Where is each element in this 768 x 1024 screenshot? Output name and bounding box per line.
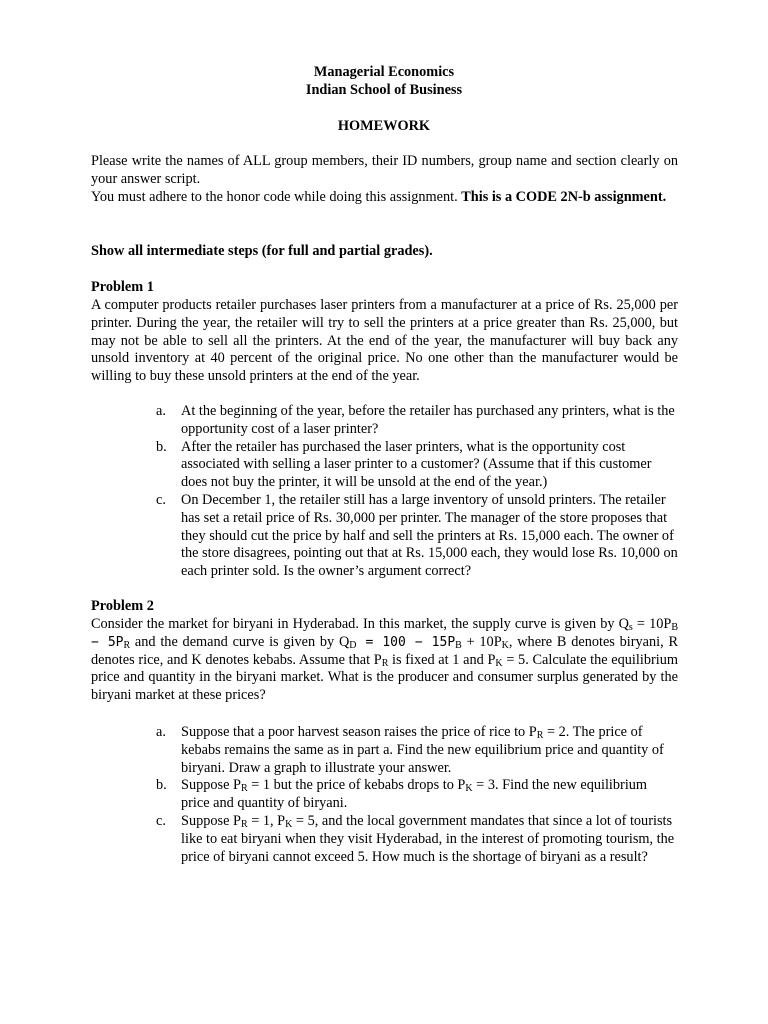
text-run: Suppose that a poor harvest season raises the price of rice to P: [181, 724, 537, 740]
list-marker: c.: [156, 812, 166, 829]
text-run: = 1, P: [247, 812, 286, 829]
list-item: [156, 813, 678, 866]
text-run: + 10P: [461, 633, 502, 650]
problem1-heading: Problem 1: [91, 279, 154, 295]
honor-code-text: You must adhere to the honor code while doing this assignment.: [91, 189, 462, 205]
text-run: is fixed at 1 and P: [388, 651, 496, 668]
subscript: R: [240, 818, 248, 830]
problem2-text: [91, 616, 678, 705]
subscript: R: [123, 639, 131, 651]
list-item: [156, 492, 678, 581]
text-run: Suppose P: [181, 812, 241, 829]
problem2-heading: Problem 2: [91, 598, 154, 614]
list-item: [156, 439, 678, 492]
list-item-text: On December 1, the retailer still has a large inventory of unsold printers. The retailer has set a retail price of Rs. 30,000 per printer. The manager of the store proposes that they should cut the price by half and sell the printers at Rs. 15,000 each. The owner of the store disagrees, pointing out that at Rs. 15,000 each, they would lose Rs. 10,000 on each printer sold. Is the owner’s argument correct?: [181, 491, 678, 580]
school-name: Indian School of Business: [305, 82, 463, 98]
subscript: B: [455, 639, 462, 651]
list-item-text: At the beginning of the year, before the retailer has purchased any printers, what is the opportunity cost of a laser printer?: [181, 403, 675, 437]
text-run: = 5. Calculate the equilibrium price and quantity in the biryani market. What is the producer and consumer surplus generated by the biryani market at these prices?: [91, 651, 678, 704]
page-title: HOMEWORK: [337, 118, 431, 134]
list-marker: a.: [156, 403, 166, 419]
list-item-text: After the retailer has purchased the laser printers, what is the opportunity cost associated with selling a laser printer to a customer? (Assume that if this customer does not buy the printer, it will be unsold at the end of the year.): [181, 438, 652, 491]
text-run: = 1 but the price of kebabs drops to P: [247, 777, 466, 794]
list-marker: b.: [156, 777, 167, 794]
problem1-list: [156, 403, 678, 581]
subscript: K: [285, 818, 293, 830]
subscript: K: [495, 657, 503, 669]
subscript: R: [536, 730, 544, 741]
subscript: B: [671, 622, 678, 633]
list-item: [156, 403, 678, 439]
subscript: R: [381, 657, 389, 669]
subscript: K: [501, 639, 509, 651]
text-run: − 5P: [91, 634, 124, 650]
text-run: = 100 − 15P: [356, 634, 456, 650]
problem1-text: A computer products retailer purchases laser printers from a manufacturer at a price of Rs. 25,000 per printer. During the year, the retailer will try to sell the printers at a price greater than Rs. 25,000, but may not be able to sell all the printers. At the end of the year, the manufacturer will buy back any unsold inventory at 40 percent of the original price. No one other than the manufacturer would be willing to buy these unsold printers at the end of the year.: [91, 297, 678, 385]
subscript: R: [240, 783, 248, 795]
instructions-names: Please write the names of ALL group members, their ID numbers, group name and section clearly on your answer script.: [91, 153, 678, 187]
text-run: = 2. The price of kebabs remains the same as in part a. Find the new equilibrium price and quantity of biryani. Draw a graph to illustrate your answer.: [181, 724, 664, 776]
list-item: [156, 777, 678, 813]
subscript: D: [349, 639, 357, 651]
problem2-list: [156, 724, 678, 866]
text-run: and the demand curve is given by Q: [130, 633, 350, 650]
code-label: This is a CODE 2N-b assignment.: [461, 189, 667, 205]
list-marker: c.: [156, 491, 166, 508]
list-marker: a.: [156, 724, 166, 740]
list-item: [156, 724, 678, 777]
list-marker: b.: [156, 438, 167, 455]
text-run: = 3. Find the new equilibrium price and quantity of biryani.: [181, 777, 648, 812]
text-run: = 10P: [632, 616, 672, 632]
text-run: , where B denotes biryani, R denotes rice, and K denotes kebabs. Assume that P: [91, 633, 678, 668]
instructions-honor-code: [91, 189, 678, 207]
text-run: = 5, and the local government mandates that since a lot of tourists like to eat biryani when they visit Hyderabad, in the interest of promoting tourism, the price of biryani cannot exceed 5. How much is the shortage of biryani as a result?: [181, 812, 675, 865]
course-title: Managerial Economics: [313, 64, 455, 80]
text-run: Consider the market for biryani in Hyderabad. In this market, the supply curve is given by Q: [91, 616, 629, 632]
text-run: Suppose P: [181, 777, 241, 794]
subscript: K: [465, 783, 473, 795]
subscript: s: [628, 622, 633, 633]
show-steps-note: Show all intermediate steps (for full and partial grades).: [91, 243, 433, 259]
